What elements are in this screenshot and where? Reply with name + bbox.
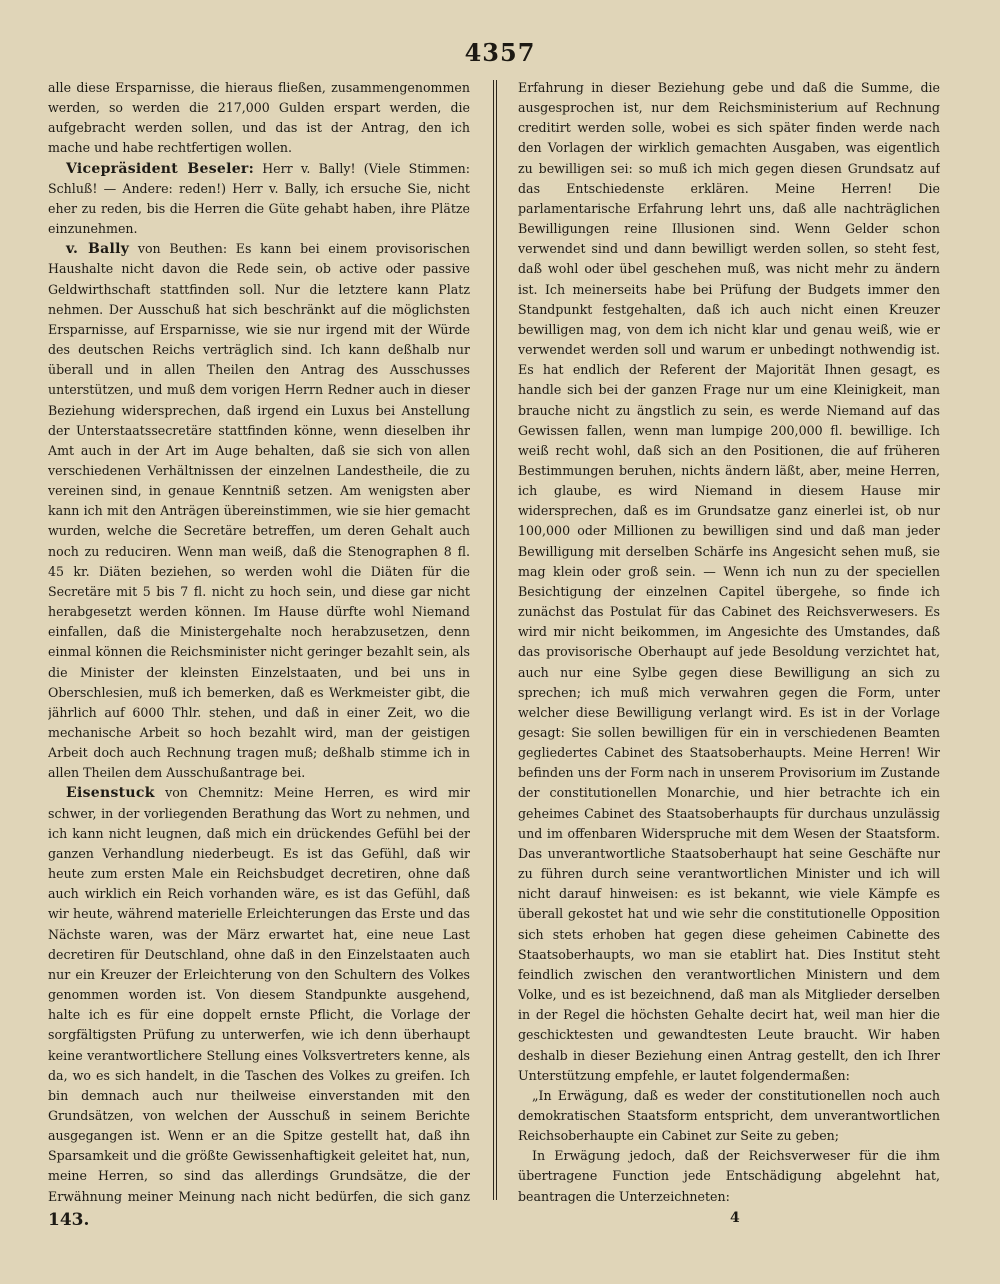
paragraph (48, 239, 470, 783)
speech-text: Herr v. Bally! (Viele Stimmen: Schluß! — Andere: reden!) Herr v. Bally, ich ersuche Sie, nicht eher zu reden, bis die Herren die Güte gehabt haben, ihre Plätze einzunehmen. (48, 160, 470, 237)
sheet-signature-number: 143. (48, 1210, 90, 1230)
sheet-signature-mark: 4 (730, 1210, 740, 1226)
speech-text: von Chemnitz: Meine Herren, es wird mir schwer, in der vorliegenden Berathung das Wort zu nehmen, und ich kann nicht leugnen, daß mich ein drückendes Gefühl bei der ganzen Verhandlung niederbeugt. Es ist das Gefühl, daß wir heute zum ersten Male ein Reichsbudget decretiren, ohne daß auch wirklich ein Reich vorhanden wäre, es ist das Gefühl, daß wir heute, während materielle Erleichterungen das Erste und das Nächste waren, was der März erwartet hat, eine neue Last decretiren für Deutschland, ohne daß in den Einzelstaaten auch nur ein Kreuzer der Erleichterung von den Schultern des Volkes genommen worden ist. Von diesem Standpunkte ausgehend, halte ich es für eine doppelt ernste Pflicht, die Vorlage der sorgfältigsten Prüfung zu unterwerfen, wie ich denn überhaupt keine verantwortlichere Stellung eines Volksvertreters kenne, als da, wo es sich handelt, in die Taschen des Volkes zu greifen. Ich bin demnach auch nur theilweise einverstanden mit den Grundsätzen, von welchen der Ausschuß in seinem Berichte ausgegangen ist. Wenn er an die Spitze gestellt hat, daß ihn Sparsamkeit und die größte Gewissenhaftigkeit geleitet hat, nun, meine Herren, so sind das allerdings Grundsätze, die der Erwähnung meiner Meinung nach nicht bedürfen, die sich ganz (48, 785, 470, 1204)
right-column (518, 78, 940, 1208)
column-divider (493, 80, 497, 1200)
motion-quote: In Erwägung jedoch, daß der Reichsverweser für die ihm übertragene Function jede Entschädigung abgelehnt hat, beantragen die Unterzeichneten: (518, 1148, 940, 1204)
paragraph: Erfahrung in dieser Beziehung gebe und daß die Summe, die ausgesprochen ist, nur dem Reichsministerium auf Rechnung creditirt werden solle, wobei es sich später finden werde nach den Vorlagen der wirklich gemachten Ausgaben, was eigentlich zu bewilligen sei: so muß ich mich gegen diesen Grundsatz auf das Entschiedenste erklären. Meine Herren! Die parlamentarische Erfahrung lehrt uns, daß alle nachträglichen Bewilligungen reine Illusionen sind. Wenn Gelder schon verwendet sind und dann bewilligt werden sollen, so steht fest, daß wohl oder übel geschehen muß, was nicht mehr zu ändern ist. Ich meinerseits habe bei Prüfung der Budgets immer den Standpunkt festgehalten, daß ich auch nicht einen Kreuzer bewilligen mag, von dem ich nicht klar und genau weiß, wie er verwendet werden soll und warum er unbedingt nothwendig ist. Es hat endlich der Referent der Majorität Ihnen gesagt, es handle sich bei der ganzen Frage nur um eine Kleinigkeit, man brauche nicht zu ängstlich zu sein, es werde Niemand auf das Gewissen fallen, wenn man lumpige 200,000 fl. bewillige. Ich weiß recht wohl, daß sich an den Positionen, die auf früheren Bestimmungen beruhen, nichts ändern läßt, aber, meine Herren, ich glaube, es wird Niemand in diesem Hause mir widersprechen, daß es im Grundsatze ganz einerlei ist, ob nur 100,000 oder Millionen zu bewilligen sind und daß man jeder Bewilligung mit derselben Schärfe ins Angesicht sehen muß, sie mag klein oder groß sein. — Wenn ich nun zu der speciellen Besichtigung der einzelnen Capitel übergehe, so finde ich zunächst das Postulat für das Cabinet des Reichsverwesers. Es wird mir nicht beikommen, im Angesichte des Umstandes, daß das provisorische Oberhaupt auf jede Besoldung verzichtet hat, auch nur eine Sylbe gegen diese Bewilligung an sich zu sprechen; ich muß mich verwahren gegen die Form, unter welcher diese Bewilligung verlangt wird. Es ist in der Vorlage gesagt: Sie sollen bewilligen für ein in verschiedenen Beamten gegliedertes Cabinet des Staatsoberhaupts. Meine Herren! Wir befinden uns der Form nach in unserem Provisorium im Zustande der constitutionellen Monarchie, und hier betrachte ich ein geheimes Cabinet des Staatsoberhaupts für durchaus unzulässig und im offenbaren Widerspruche mit dem Wesen der Staatsform. Das unverantwortliche Staatsoberhaupt hat seine Geschäfte nur zu führen durch seine verantwortlichen Minister und ich will nicht darauf hinweisen: es ist bekannt, wie viele Kämpfe es überall gekostet hat und wie sehr die constitutionelle Opposition sich stets erhoben hat gegen diese geheimen Cabinette des Staatsoberhaupts, wo man sie etablirt hat. Dies Institut steht feindlich zwischen den verantwortlichen Ministern und dem Volke, und es ist bezeichnend, daß man als Mitglieder derselben in der Regel die höchsten Gehalte decirt hat, weil man hier die geschicktesten und gewandtesten Leute braucht. Wir haben deshalb in dieser Beziehung einen Antrag gestellt, den ich Ihrer Unterstützung empfehle, er lautet folgendermaßen: (518, 80, 940, 1083)
motion-item (518, 1207, 940, 1208)
paragraph (48, 159, 470, 240)
speech-text: von Beuthen: Es kann bei einem provisorischen Haushalte nicht davon die Rede sein, ob active oder passive Geldwirthschaft stattfinden soll. Nur die letztere kann Platz nehmen. Der Ausschuß hat sich beschränkt auf die möglichsten Ersparnisse, auf Ersparnisse, wie sie nur irgend mit der Würde des deutschen Reichs verträglich sind. Ich kann deßhalb nur überall und in allen Theilen den Antrag des Ausschusses unterstützen, und muß dem vorigen Herrn Redner auch in dieser Beziehung widersprechen, daß irgend ein Luxus bei Anstellung der Unterstaatssecretäre stattfinden könne, wenn dieselben ihr Amt auch in der Art im Auge behalten, daß sie sich von allen verschiedenen Verhältnissen der einzelnen Landestheile, die zu vereinen sind, in genaue Kenntniß setzen. Am wenigsten aber kann ich mit den Anträgen übereinstimmen, wie sie hier gemacht wurden, welche die Secretäre betreffen, um deren Gehalt auch noch zu reduciren. Wenn man weiß, daß die Stenographen 8 fl. 45 kr. Diäten beziehen, so werden wohl die Diäten für die Secretäre mit 5 bis 7 fl. nicht zu hoch sein, und diese gar nicht herabgesetzt werden können. Im Hause dürfte wohl Niemand einfallen, daß die Ministergehalte noch herabzusetzen, denn einmal können die Reichsminister nicht geringer bezahlt sein, als die Minister der kleinsten Einzelstaaten, und bei uns in Oberschlesien, muß ich bemerken, daß es Werkmeister gibt, die jährlich auf 6000 Thlr. stehen, und daß in einer Zeit, wo die mechanische Arbeit so hoch bezahlt wird, man der geistigen Arbeit doch auch Rechnung tragen muß; deßhalb stimme ich in allen Theilen dem Ausschußantrage bei. (48, 241, 470, 781)
left-column (48, 78, 470, 1208)
paragraph: alle diese Ersparnisse, die hieraus fließen, zusammengenommen werden, so werden die 217,000 Gulden erspart werden, die aufgebracht werden sollen, und das ist der Antrag, den ich mache und habe rechtfertigen wollen. (48, 80, 470, 156)
speaker-name: Vicepräsident Beseler: (66, 160, 255, 177)
page-number: 4357 (464, 38, 536, 67)
speaker-name: v. Bally (66, 241, 130, 258)
speaker-name: Eisenstuck (66, 785, 155, 802)
paragraph (48, 783, 470, 1208)
motion-quote: „In Erwägung, daß es weder der constitutionellen noch auch demokratischen Staatsform entspricht, dem unverantwortlichen Reichsoberhaupte ein Cabinet zur Seite zu geben; (518, 1087, 940, 1144)
